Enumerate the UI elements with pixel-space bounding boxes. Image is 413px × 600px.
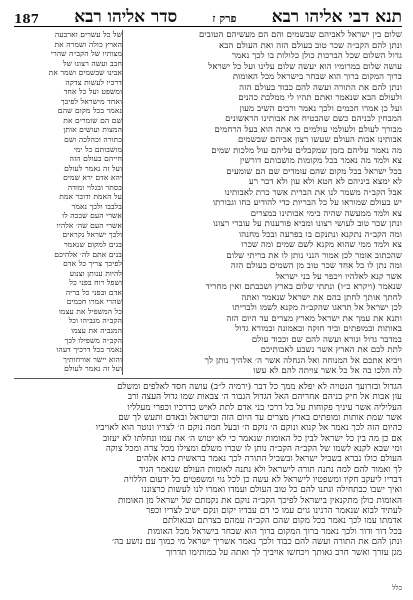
main-text-line: ונתן שכר טוב לעושי רצונו ומביא פורענות על עוברי רצונו <box>213 219 402 229</box>
main-text-line: ונתן להם את התורה ועשה להם כבוד בעולם הזה <box>239 82 402 93</box>
side-text-line: דרכיו לעשות צדקה <box>65 77 122 87</box>
side-text-line: אבינו שבשמים ושמר את <box>48 68 122 78</box>
side-text-line: המגביה את עצמו <box>71 325 122 335</box>
side-text-line: ועל זה נאמר לעולם <box>64 163 122 173</box>
main-text-line: צא ולמד ממי שהוא מקנא לשם שמים ומה שכרו <box>241 240 402 250</box>
side-text-line: על האמת ודובר אמת <box>59 192 122 202</box>
side-text-line: של כל עשרים וארבעה <box>54 30 122 39</box>
series-title: סדר אליהו רבא <box>74 7 178 27</box>
side-text-line: כל המשפיל את עצמו <box>58 306 122 316</box>
main-text-line: לה הלכו בה אל כל אשר צויתה להם לא עשו <box>253 366 402 375</box>
lower-text-line: לך ואמור להם למה נתנה תורה לישראל ולא נתנה לאומות העולם שנאמר הגיד <box>139 464 402 475</box>
main-text-line: צא ולמד ממעשה שהיה בימי אבותינו במצרים <box>250 208 402 219</box>
main-text-line: צא ולמד מה נאמר בכל מקומות מושבותם דורשין <box>239 156 402 166</box>
side-text-line: נאמר בכל מקום שהם <box>57 106 122 116</box>
lower-text-line: ואיך ישבו כבתחילה ונתנו להם כל טוב העולם ועמדו ואמרו לנו לעשות כרצוננו <box>141 485 402 496</box>
side-text-line: ועל זה נאמר לעולם <box>64 364 122 374</box>
side-text-line: חייהם בעולם הזה <box>69 154 122 164</box>
side-text-line: מושבותם כל ימי <box>73 144 122 154</box>
lower-text-block <box>14 378 402 558</box>
side-text-line: נאמר בכל דרכיך דעהו <box>56 345 122 355</box>
main-text-line: אבל הקב״ה משמר לנו את הברית אשר כרת לאבותינו <box>224 187 402 198</box>
page-number: 187 <box>14 12 40 26</box>
lower-text-line: ונתן להם את התורה ועשה להם כבוד ולכך נאמר אשריך ישראל מי כמוך עם נושע בה׳ <box>112 537 402 548</box>
side-text-line: אשרי העם שככה לו <box>62 211 122 221</box>
lower-text-line: בכל דור ודור ולכך נאמר ברוך המקום ברוך הוא שבחר בישראל מכל האומות <box>147 526 402 537</box>
side-text-line: המצות ועושים אותן <box>63 125 122 135</box>
main-text-line: המבחין לבניהם כשם שהבטיח את אבותינו הראשונים <box>225 114 402 124</box>
side-text-line: יהא אדם ירא שמים <box>63 173 122 183</box>
side-text-line: לפיכך צריך כל אדם <box>63 259 122 269</box>
lower-text-line: אדמתו עמו לכך נאמר בכל מקום שהם הקב״ה עמהם בצרתם ובגאולתם <box>162 516 402 527</box>
side-text-line: הקב״ה מגביהו וכל <box>68 316 122 326</box>
page-header <box>14 4 402 27</box>
main-text-line: ברוך המקום ברוך הוא שבחר בישראל מכל האומות <box>232 72 402 82</box>
main-text-line: שהכתוב אומר לכן אמור הנני נותן לו את בריתי שלום <box>226 250 402 261</box>
side-text-line: בלבבו ולכך נאמר <box>71 201 122 211</box>
lower-text-line: אשר שמת אותות ומופתים בארץ מצרים עד היום הזה ובישראל ובאדם ותעש לך שם <box>118 413 402 424</box>
side-text-line: מצותיו של הקב״ה שהרי <box>50 49 122 59</box>
main-text-line: ויביא אתכם אל המנוחה ואל הנחלה אשר ה׳ אלהיך נותן לך <box>204 355 402 366</box>
main-text-line: אבותינו אבות העולם שעשו רצון אביהם שבשמים <box>237 135 402 145</box>
lower-text-line: עון אבות אל חיק בניהם אחריהם האל הגדול הגבור ה׳ צבאות שמו גדול העצה ורב <box>127 392 402 403</box>
main-text-line: ועל כן אמרו חכמים ולכך נאמר ורבים השיב מעון <box>239 103 402 114</box>
side-text-line: ולכך ישראל נקראים <box>62 230 122 240</box>
footer-note: כלל <box>392 584 402 592</box>
lower-text-line: דבריו ליעקב חקיו ומשפטיו לישראל לא עשה כן לכל גוי ומשפטים בל ידעום הללויה <box>123 475 402 486</box>
side-text-line: ומשפט ועל כל אחד <box>63 87 122 97</box>
main-text-line: ומה הקב״ה נתקנא ונתנקם בו בפרעה ובכל מחנהו <box>239 229 402 240</box>
main-text-line: עושה שלום במרומיו הוא יעשה שלום עלינו ועל כל ישראל <box>208 61 402 72</box>
chapter-label: פרק ז <box>212 12 237 25</box>
side-text-column <box>14 30 123 375</box>
lower-text-line: הגדול ובזרועך הנטויה לא יפלא ממך כל דבר (ירמיה ל״ב) עושה חסד לאלפים ומשלם <box>117 382 402 392</box>
main-text-line: שלום בין ישראל לאביהם שבשמים והם הם מעשיהם הטובים <box>199 30 402 40</box>
lower-text-line: לעתיד לבוא שנאמר הרנינו גוים עמו כי דם עבדיו יקום ונקם ישיב לצריו וכפר <box>146 506 402 517</box>
side-text-line: ושפל רוח בפני כל <box>69 278 122 288</box>
side-text-line: בנים למקום שנאמר <box>63 240 122 250</box>
side-text-line: שהרי אמרו חכמים <box>66 297 122 307</box>
main-text-column <box>130 30 402 375</box>
main-text-line: ומה נתן לו כל אחד שכר טוב מן השמים בעולם הזה <box>230 261 402 271</box>
main-text-line: ותנא את עמך את ישראל מארץ מצרים עד היום הזה <box>226 313 402 324</box>
upper-text-area <box>14 30 402 375</box>
lower-text-line: מגן עזרך ואשר חרב גאותך ויכחשו אויביך לך ואתה על במותימו תדרוך <box>166 547 402 558</box>
side-text-line: בסתר ובגלוי ומודה <box>67 182 122 192</box>
side-text-line: בנים אתם לה׳ אלהיכם <box>54 249 122 259</box>
main-text-line: בכל ישראל בכל מקום שהם עומדים שם הם שומעים <box>226 166 402 177</box>
side-text-line: הארץ כולה ושמרה את <box>54 39 122 49</box>
main-text-line: אשר קנא לאלהיו ויכפר על בני ישראל <box>275 271 402 282</box>
main-text-line: במדבר גדול ונורא ועשה להם שם וכבוד עולם <box>251 334 402 345</box>
main-text-line: לחתך אותך לחתן בהם את ישראל שנאמר ואתה <box>241 292 402 303</box>
main-text-line: גדול השלום שכל הברכות כולן כלולות בו לכך נאמר <box>231 51 402 61</box>
lower-text-line: אם כן מה בין כל ישראל לבין כל האומות שנאמר כי לא יטוש ה׳ את עמו ונחלתו לא יעזוב <box>103 433 402 444</box>
lower-text-line: העולם כולו נברא בשביל ישראל ובשביל התורה לכך נאמר בראשית ברא אלהים <box>136 454 402 465</box>
side-text-line: כתורה וכהלכה ושם <box>64 135 122 145</box>
main-text-line: לכן ישראל אל תדאגו שהקב״ה מקנא לשמו ולבריתו <box>232 303 402 313</box>
lower-text-line: כהיום הזה לכך נאמר אל קנוא ונוקם ה׳ נוקם ה׳ ובעל חמה נוקם ה׳ לצריו ונוטר הוא לאויביו <box>95 423 402 434</box>
main-text-line: שנאמר (ויקרא כ״ו) ונתתי שלום בארץ ושכבתם ואין מחריד <box>205 282 402 292</box>
main-text-line: מבורך לעולם ולעולמי עולמים כי אתה הוא בעל הרחמים <box>214 124 402 135</box>
main-text-line: לא ימצא ביניהם לא חטא ולא עון ולא דבר רע <box>248 177 402 187</box>
main-text-line: יש בעולם שמוראו על כל הבריות כדי להודיע כחו וגבורתו <box>212 198 402 208</box>
main-text-line: לתת לכם את הארץ אשר נשבע לאבותיכם <box>260 345 402 355</box>
side-text-line: חבב ועשה רצונו של <box>62 58 122 68</box>
side-text-line: אשרי העם שה׳ אלהיו <box>56 220 122 230</box>
side-text-line: והוא יישר אורחותיך <box>63 354 122 364</box>
lower-text-line: ומי שבא לקנא לשמו של הקב״ה הקב״ה נותן לו שכרו משלם ומצילו מכל צרה ומכל צוקה <box>105 444 402 455</box>
main-text-line: באותות ובמופתים וביד חזקה ובאמונה ובמורא גדול <box>235 324 402 334</box>
side-text-line: להיות ענותן וצנוע <box>69 268 122 278</box>
side-text-line: שם הם שומרים את <box>63 115 122 125</box>
main-text-line: ולעולם הבא שנאמר ואתם תהיו לי ממלכת כהנים <box>238 93 402 103</box>
main-text-line: מה נאמר עליהם בזמן שמקבלים עליהם עול מלכות שמים <box>211 145 402 156</box>
lower-text-line: האומות כולן מתקנאין בישראל לפיכך הקב״ה נוקם את נקמתם של ישראל מן האומות <box>117 495 402 506</box>
side-text-line: ואחד מישראל לפיכך <box>60 96 122 106</box>
side-text-line: אדם ובפני כל בריה <box>65 287 122 297</box>
lower-text-line: העליליה אשר עיניך פקוחות על כל דרכי בני אדם לתת לאיש כדרכיו וכפרי מעלליו <box>127 402 402 413</box>
book-title: תנא דבי אליהו רבא <box>271 7 402 27</box>
side-text-line: הקב״ה משפילו לכך <box>64 335 122 345</box>
main-text-line: ונתן להם הקב״ה שכר טוב בעולם הזה ואת העולם הבא <box>219 40 402 51</box>
